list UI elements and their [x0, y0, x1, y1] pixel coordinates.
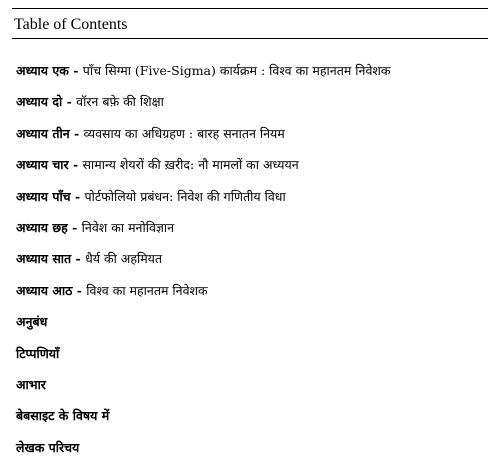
- toc-item-separator: -: [70, 188, 85, 204]
- toc-item-label: अध्याय सात: [16, 251, 72, 267]
- toc-heading: Table of Contents: [14, 16, 128, 33]
- toc-item-chapter-7[interactable]: [16, 250, 486, 281]
- toc-item-title: सामान्य शेयरों की ख़रीद: नौ मामलों का अध्ययन: [82, 157, 299, 173]
- toc-item-notes[interactable]: [16, 345, 486, 376]
- toc-item-separator: -: [67, 219, 82, 235]
- toc-item-label: अध्याय पाँच: [16, 188, 71, 204]
- toc-list: [16, 62, 486, 470]
- toc-item-label: अध्याय दो: [16, 94, 63, 110]
- toc-item-title: धैर्य की अहमियत: [85, 251, 163, 267]
- toc-item-chapter-8[interactable]: [16, 282, 486, 313]
- toc-item-title: व्यवसाय का अधिग्रहण : बारह सनातन नियम: [83, 125, 285, 141]
- toc-item-chapter-4[interactable]: [16, 156, 486, 187]
- toc-item-chapter-5[interactable]: [16, 188, 486, 219]
- toc-item-label: आभार: [16, 376, 46, 392]
- toc-item-title: निवेश का मनोविज्ञान: [81, 219, 175, 235]
- toc-item-title: विश्व का महानतम निवेशक: [86, 282, 208, 298]
- toc-item-separator: -: [72, 282, 87, 298]
- toc-item-chapter-1[interactable]: [16, 62, 486, 93]
- toc-item-separator: -: [62, 94, 77, 110]
- toc-item-label: टिप्पणियाँ: [16, 345, 60, 361]
- heading-underline: [12, 38, 488, 39]
- toc-item-label: अध्याय तीन: [16, 125, 70, 141]
- toc-item-chapter-6[interactable]: [16, 219, 486, 250]
- toc-item-label: अनुबंध: [16, 314, 48, 330]
- toc-item-label: अध्याय आठ: [16, 282, 73, 298]
- toc-item-chapter-2[interactable]: [16, 93, 486, 124]
- toc-item-chapter-3[interactable]: [16, 125, 486, 156]
- toc-item-separator: -: [69, 125, 84, 141]
- toc-item-label: अध्याय छह: [16, 219, 68, 235]
- toc-item-about-website[interactable]: [16, 407, 486, 438]
- toc-item-label: लेखक परिचय: [16, 439, 80, 455]
- toc-item-title: वॉरन बफ़े की शिक्षा: [76, 94, 164, 110]
- toc-item-acknowledgements[interactable]: [16, 376, 486, 407]
- toc-item-about-author[interactable]: [16, 439, 486, 470]
- toc-item-appendix[interactable]: [16, 313, 486, 344]
- top-rule: [12, 8, 488, 9]
- toc-item-label: अध्याय एक: [16, 63, 69, 78]
- toc-item-label: अध्याय चार: [16, 157, 69, 173]
- toc-item-label: बेबसाइट के विषय में: [16, 408, 110, 424]
- toc-item-separator: -: [68, 63, 83, 78]
- toc-item-title: पोर्टफोलियो प्रबंधन: निवेश की गणितीय विधा: [84, 188, 286, 204]
- toc-item-title: पाँच सिग्मा (Five-Sigma) कार्यक्रम : विश्व का महानतम निवेशक: [82, 63, 391, 78]
- toc-item-separator: -: [68, 157, 83, 173]
- toc-item-separator: -: [71, 251, 86, 267]
